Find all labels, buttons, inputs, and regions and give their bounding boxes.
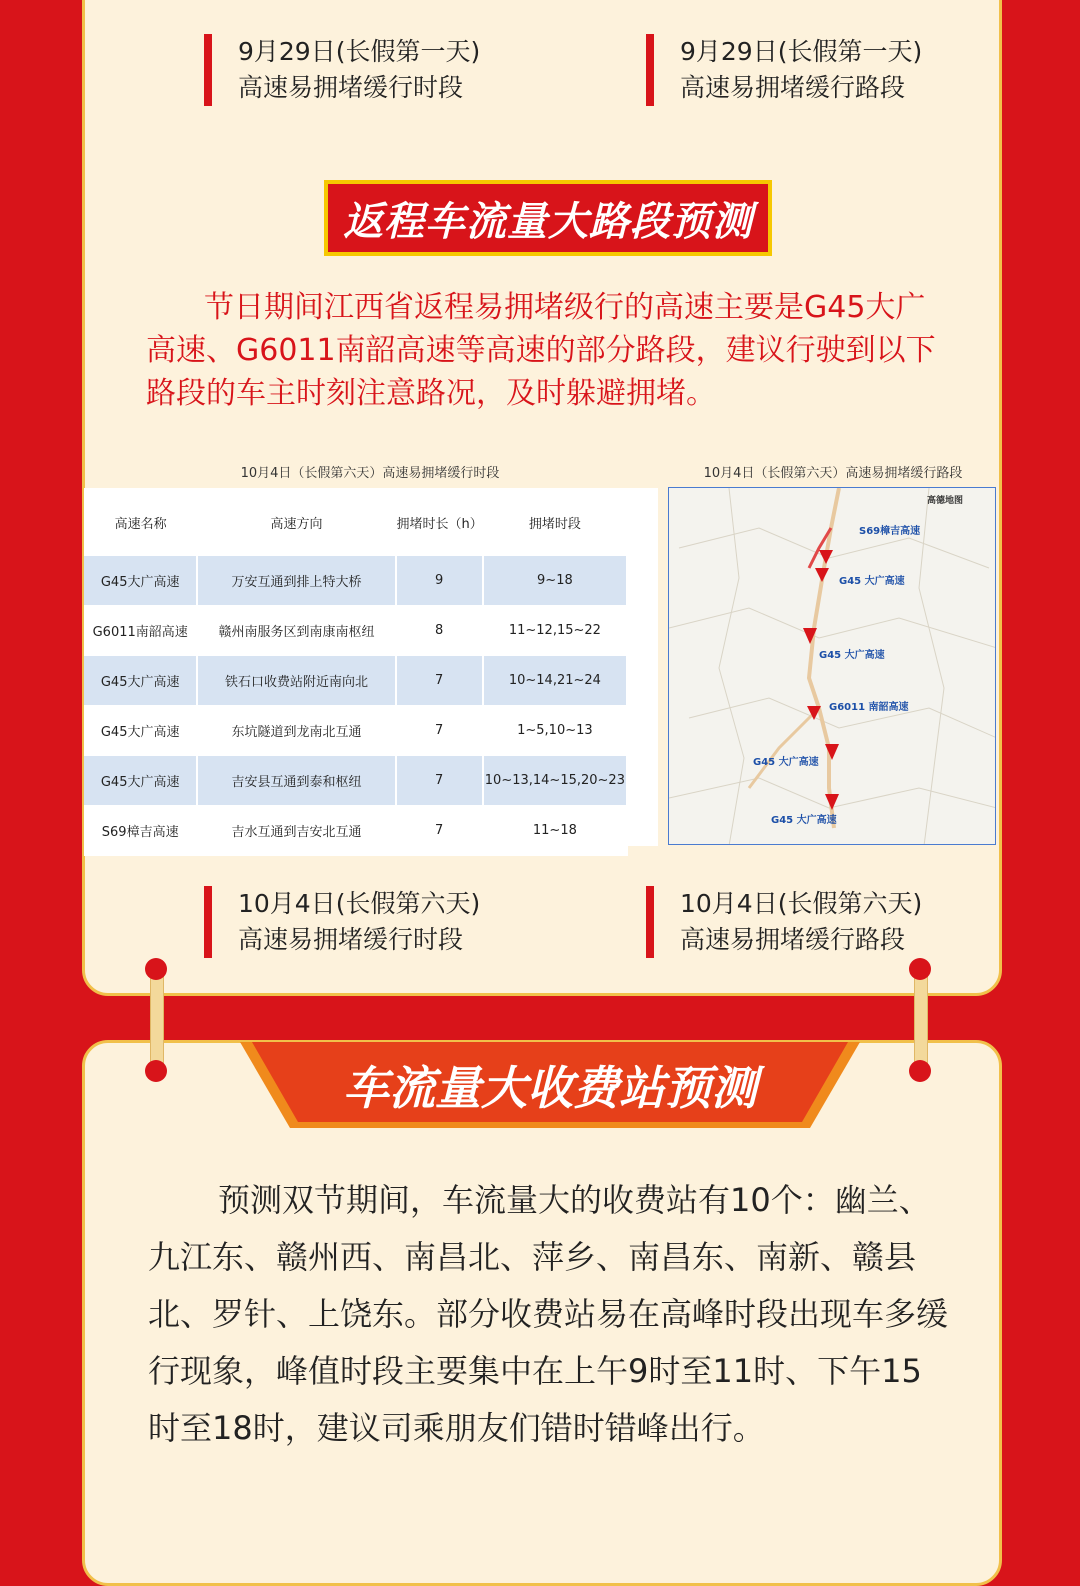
table-cell: 10~14,21~24 [483,656,627,706]
table-title: 10月4日（长假第六天）高速易拥堵缓行时段 [240,466,500,481]
connector-ring [145,958,167,980]
table-cell: G45大广高速 [84,706,197,756]
connector-ring [909,1060,931,1082]
caption-line: 10月4日(长假第六天) [680,889,923,918]
toll-section-banner [240,1042,860,1128]
table-cell: 吉水互通到吉安北互通 [197,806,395,856]
table-row [84,756,627,806]
table-cell: 铁石口收费站附近南向北 [197,656,395,706]
map-road-label: G45 大广高速 [771,815,837,826]
table-cell: 赣州南服务区到南康南枢纽 [197,606,395,656]
table-cell: S69樟吉高速 [84,806,197,856]
table-cell: 10~13,14~15,20~23 [483,756,627,806]
caption-line: 9月29日(长假第一天) [238,37,481,66]
caption-bottom-right [646,886,922,958]
table-cell: G6011南韶高速 [84,606,197,656]
map-road-label: G45 大广高速 [753,757,819,768]
connector-ring [909,958,931,980]
table-row [84,606,627,656]
table-cell: G45大广高速 [84,556,197,606]
caption-line: 9月29日(长假第一天) [680,37,923,66]
table-cell: 7 [396,656,483,706]
map-road-label: G45 大广高速 [819,650,885,661]
caption-line: 10月4日(长假第六天) [238,889,481,918]
return-section-title: 返程车流量大路段预测 [343,197,753,245]
toll-section-paragraph: 预测双节期间，车流量大的收费站有10个：幽兰、九江东、赣州西、南昌北、萍乡、南昌东、南新、赣县北、罗针、上饶东。部分收费站易在高峰时段出现车多缓行现象，峰值时段主要集中在上午9时至11时、下午15时至18时，建议司乘朋友们错时错峰出行。 [148,1181,949,1447]
return-section-paragraph: 节日期间江西省返程易拥堵级行的高速主要是G45大广高速、G6011南韶高速等高速的部分路段，建议行驶到以下路段的车主时刻注意路况，及时躲避拥堵。 [146,290,936,411]
map-road-label: G6011 南韶高速 [829,702,909,713]
map-road-label: G45 大广高速 [839,576,905,587]
table-cell: 9~18 [483,556,627,606]
caption-line: 高速易拥堵缓行时段 [238,925,464,954]
table-cell: 7 [396,806,483,856]
caption-line: 高速易拥堵缓行路段 [680,73,906,102]
toll-section-title: 车流量大收费站预测 [343,1061,757,1115]
table-cell: 11~12,15~22 [483,606,627,656]
table-header: 拥堵时长（h） [396,516,483,532]
table-cell: 9 [396,556,483,606]
caption-bottom-left [204,886,480,958]
map-title: 10月4日（长假第六天）高速易拥堵缓行路段 [703,466,963,481]
table-cell: 1~5,10~13 [483,706,627,756]
map-roads [669,488,996,845]
table-cell: G45大广高速 [84,756,197,806]
table-cell: 东坑隧道到龙南北互通 [197,706,395,756]
table-cell: 8 [396,606,483,656]
table-cell: 7 [396,756,483,806]
congestion-table [84,488,628,856]
map-road-label: S69樟吉高速 [859,526,921,537]
table-header: 高速名称 [114,516,167,532]
table-row [84,556,627,606]
caption-top-right [646,34,922,106]
connector-ring [145,1060,167,1082]
caption-top-left [204,34,480,106]
connector-rope [150,968,164,1074]
table-header: 高速方向 [270,516,323,532]
table-row [84,656,627,706]
caption-line: 高速易拥堵缓行时段 [238,73,464,102]
congestion-map [668,487,996,845]
table-cell: 11~18 [483,806,627,856]
return-section-banner [324,180,772,256]
table-row [84,706,627,756]
table-cell: 万安互通到排上特大桥 [197,556,395,606]
connector-rope [914,968,928,1074]
caption-line: 高速易拥堵缓行路段 [680,925,906,954]
table-row [84,806,627,856]
table-header: 拥堵时段 [528,516,581,532]
map-brand-logo: 高德地图 [927,496,964,506]
table-header-row [84,488,627,556]
table-cell: 7 [396,706,483,756]
table-cell: G45大广高速 [84,656,197,706]
table-cell: 吉安县互通到泰和枢纽 [197,756,395,806]
